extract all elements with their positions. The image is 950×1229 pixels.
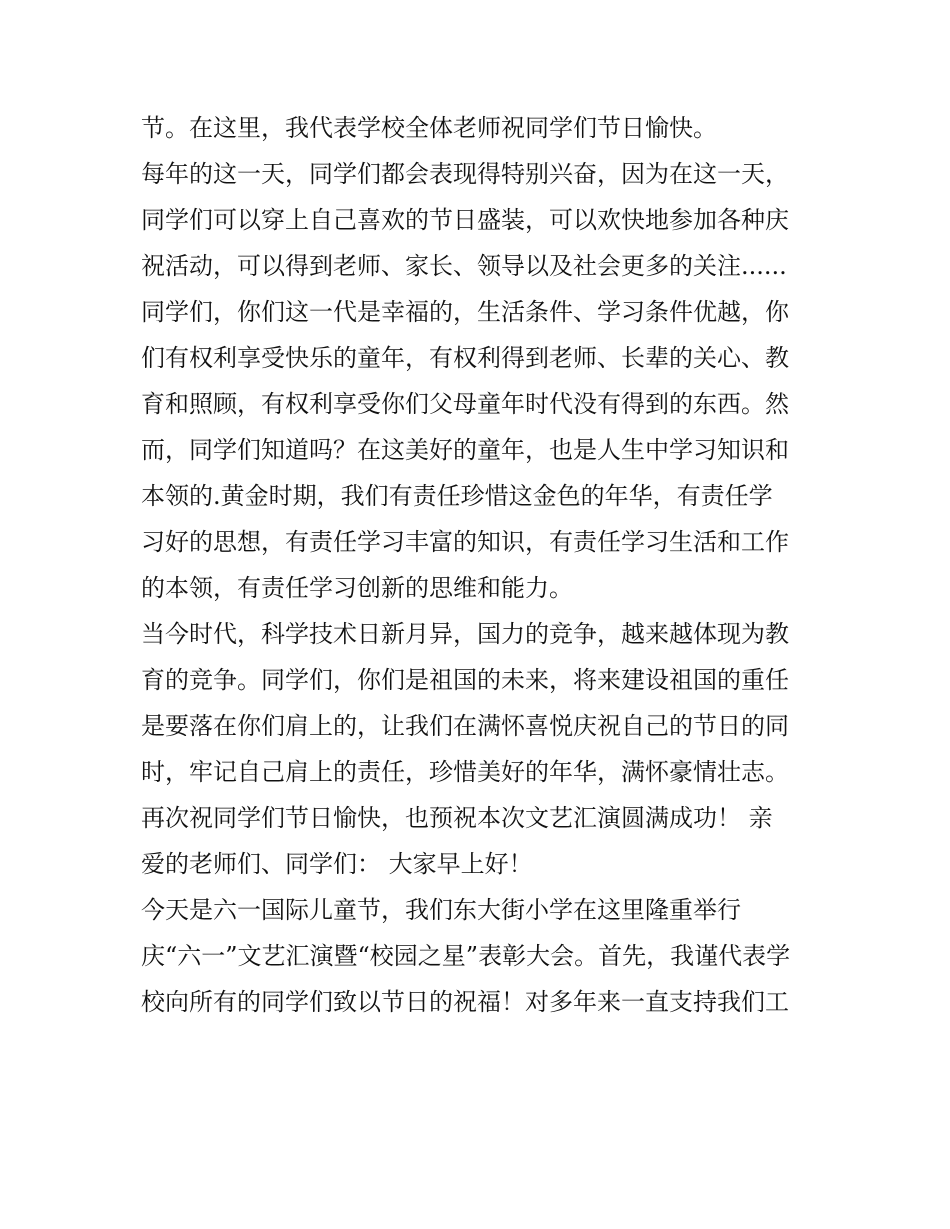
text-line: 同学们可以穿上自己喜欢的节日盛装，可以欢快地参加各种庆 — [141, 206, 789, 234]
text-line: 育的竞争。同学们，你们是祖国的未来，将来建设祖国的重任 — [141, 666, 789, 694]
body-text — [141, 105, 821, 1025]
text-line: 爱的老师们、同学们： 大家早上好！ — [141, 850, 533, 878]
text-line: 同学们，你们这一代是幸福的，生活条件、学习条件优越，你 — [141, 298, 789, 326]
text-line: 当今时代，科学技术日新月异，国力的竞争，越来越体现为教 — [141, 620, 789, 648]
text-line: 节。在这里，我代表学校全体老师祝同学们节日愉快。 — [141, 114, 717, 142]
text-line: 每年的这一天，同学们都会表现得特别兴奋，因为在这一天， — [141, 160, 789, 188]
text-line: 再次祝同学们节日愉快，也预祝本次文艺汇演圆满成功！ 亲 — [141, 804, 773, 832]
text-line: 习好的思想，有责任学习丰富的知识，有责任学习生活和工作 — [141, 528, 789, 556]
text-line: 校向所有的同学们致以节日的祝福！对多年来一直支持我们工 — [141, 988, 789, 1016]
text-line: 今天是六一国际儿童节，我们东大街小学在这里隆重举行 — [141, 896, 741, 924]
text-line: 是要落在你们肩上的，让我们在满怀喜悦庆祝自己的节日的同 — [141, 712, 789, 740]
text-line: 的本领，有责任学习创新的思维和能力。 — [141, 574, 573, 602]
text-line: 庆“六一”文艺汇演暨“校园之星”表彰大会。首先，我谨代表学 — [141, 942, 791, 970]
text-line: 时，牢记自己肩上的责任，珍惜美好的年华，满怀豪情壮志。 — [141, 758, 789, 786]
text-line: 而，同学们知道吗？在这美好的童年，也是人生中学习知识和 — [141, 436, 789, 464]
text-line: 祝活动，可以得到老师、家长、领导以及社会更多的关注...... — [141, 252, 787, 280]
text-line: 本领的.黄金时期，我们有责任珍惜这金色的年华，有责任学 — [141, 482, 773, 510]
text-line: 们有权利享受快乐的童年，有权利得到老师、长辈的关心、教 — [141, 344, 789, 372]
text-line: 育和照顾，有权利享受你们父母童年时代没有得到的东西。然 — [141, 390, 789, 418]
